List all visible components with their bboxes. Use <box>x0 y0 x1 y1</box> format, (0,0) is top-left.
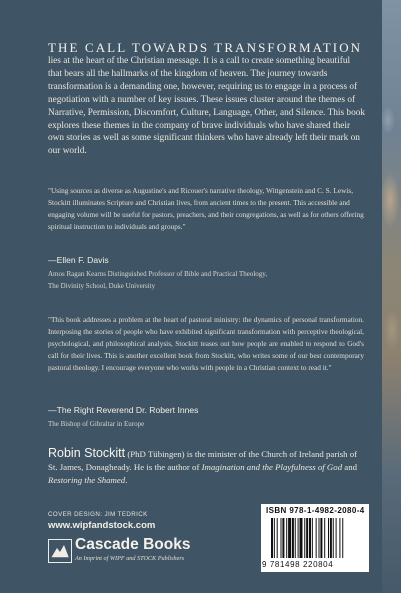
cascade-logo-icon <box>48 539 72 563</box>
endorsement-quote: "This book addresses a problem at the heart of pastoral ministry: the dynamics of personal transformation. Interposing the stories of people who have exhibited significant transformation with perceptive theological, psychological, and philosophical analysis, Stockitt teases out how people are enabled to respond to God's call for their lives. This is another excellent book from Stockitt, who writes some of our best contemporary pastoral theology. I encourage everyone who works with people in a Christian context to read it." <box>48 315 364 372</box>
bio-text: (PhD Tübingen) is the minister of the Church of Ireland parish of St. James, Donagheady. He is the author of <box>48 449 358 472</box>
cover-design-credit: COVER DESIGN: JIM TEDRICK <box>48 511 148 518</box>
endorser-title-line: The Divinity School, Duke University <box>48 281 156 290</box>
author-bio <box>48 447 366 487</box>
endorser-name: —Ellen F. Davis <box>48 255 109 265</box>
endorser-title <box>48 269 368 292</box>
bio-text: and <box>342 461 357 472</box>
publisher-website[interactable]: www.wipfandstock.com <box>48 520 156 531</box>
publisher-name: Cascade Books <box>75 536 191 553</box>
barcode-digits: 9 781498 220804 <box>262 560 334 569</box>
bio-text: . <box>125 474 128 485</box>
endorsement-quote: "Using sources as diverse as Augustine's and Ricouer's narrative theology, Wittgenstein and C. S. Lewis, Stockitt illuminates Scripture and Christian lives, from ancient times to the present. This accessible and engaging volume will be useful for pastors, preachers, and their congregations, as well as for others offering spiritual instruction to individuals and groups." <box>48 186 364 231</box>
book-title: Imagination and the Playfulness of God <box>201 461 343 472</box>
barcode-icon <box>271 518 361 558</box>
endorser-name: —The Right Reverend Dr. Robert Innes <box>48 405 199 415</box>
barcode <box>261 504 369 572</box>
publisher-tagline: An Imprint of WIPF and STOCK Publishers <box>75 555 185 562</box>
endorser-title: The Bishop of Gibraltar in Europe <box>48 420 145 428</box>
author-name: Robin Stockitt <box>48 446 126 460</box>
cover-art-edge <box>382 0 401 593</box>
publisher-logo <box>48 537 218 567</box>
book-title: Restoring the Shamed <box>48 474 126 485</box>
back-cover-heading: THE CALL TOWARDS TRANSFORMATION <box>48 40 363 55</box>
isbn-label: ISBN 978-1-4982-2080-4 <box>266 506 365 515</box>
endorser-title-line: Amos Ragan Kearns Distinguished Professor of Bible and Practical Theology, <box>48 270 268 278</box>
intro-paragraph: lies at the heart of the Christian message. It is a call to create something beautiful that bears all the hallmarks of the kingdom of heaven. The journey towards transformation is a demanding one, however, requiring us to engage in a process of negotiation with a number of key issues. These issues cluster around the themes of Narrative, Permission, Discomfort, Culture, Language, Other, and Silence. This book explores these themes in the company of brave individuals who have shared their own stories as well as some significant thinkers who have already left their mark on our world. <box>48 56 366 157</box>
